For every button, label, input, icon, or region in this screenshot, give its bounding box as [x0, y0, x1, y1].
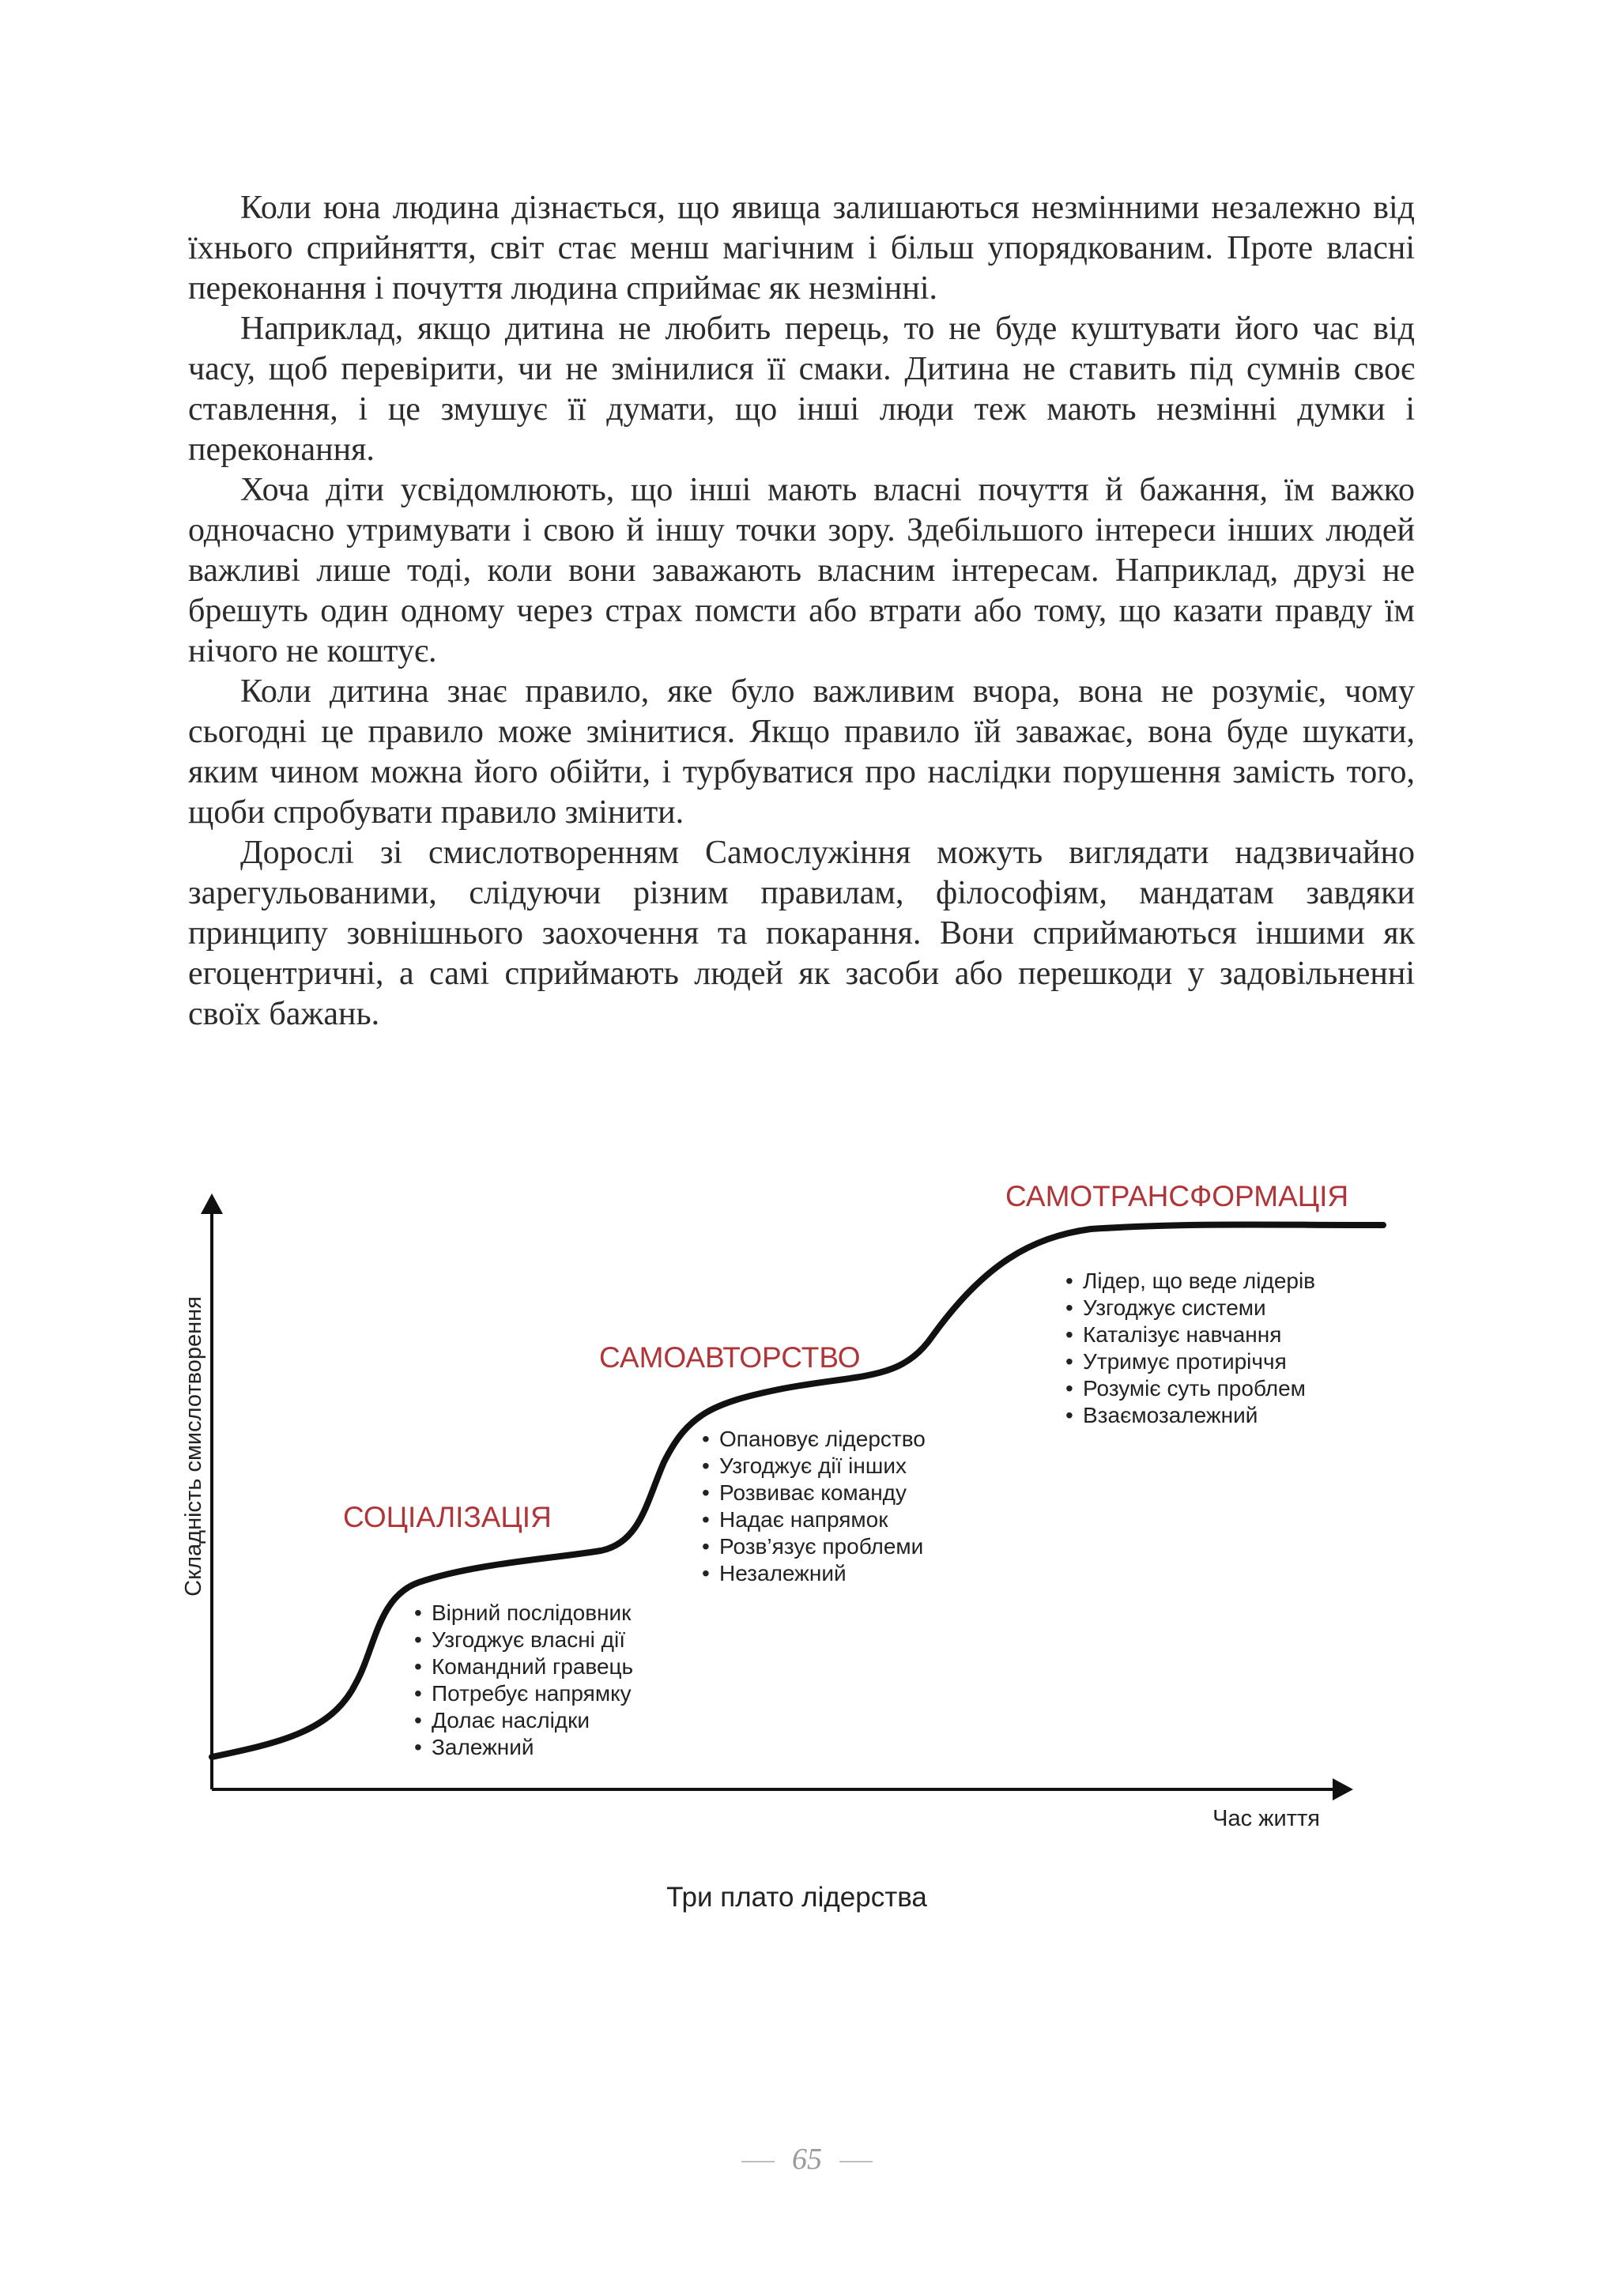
paragraph: Хоча діти усвідомлюють, що інші мають власні почуття й бажання, їм важко одночасно утримувати і свою й іншу точки зору. Здебільшого інтереси інших людей важливі лише тоді, коли вони заважають власним інтересам. Наприклад, друзі не брешуть один одному через страх помсти або втрати або тому, що казати правду їм нічого не коштує.	[188, 472, 1415, 669]
list-bullet: •	[1065, 1349, 1073, 1374]
list-bullet: •	[702, 1453, 710, 1478]
list-bullet: •	[414, 1708, 422, 1732]
list-item: Розуміє суть проблем	[1083, 1376, 1306, 1401]
paragraph: Коли юна людина дізнається, що явища залишаються незмінними незалежно від їхнього сприйняття, світ стає менш магічним і більш упорядкованим. Проте власні переконання і почуття людина сприймає як незмінні.	[188, 190, 1415, 307]
list-bullet: •	[1065, 1269, 1073, 1293]
list-bullet: •	[414, 1627, 422, 1652]
list-bullet: •	[1065, 1376, 1073, 1401]
stage-title-self-authorship: САМОАВТОРСТВО	[599, 1341, 861, 1374]
list-item: Узгоджує дії інших	[719, 1453, 907, 1478]
x-axis-arrow	[1333, 1778, 1353, 1800]
x-axis-label: Час життя	[1212, 1806, 1320, 1831]
page-number: 65	[792, 2143, 822, 2176]
stage-list-self-transformation	[1065, 1269, 1315, 1427]
list-item: Командний гравець	[432, 1654, 634, 1679]
list-item: Долає наслідки	[432, 1708, 590, 1732]
y-axis-arrow	[201, 1193, 223, 1214]
stage-title-socialization: СОЦІАЛІЗАЦІЯ	[343, 1501, 552, 1533]
list-item: Розвиває команду	[719, 1480, 907, 1505]
list-item: Узгоджує власні дії	[432, 1627, 625, 1652]
y-axis-label: Складність смислотворення	[181, 1296, 206, 1597]
list-item: Залежний	[432, 1735, 534, 1759]
list-item: Опановує лідерство	[719, 1427, 926, 1451]
list-bullet: •	[414, 1735, 422, 1759]
paragraph: Коли дитина знає правило, яке було важливим вчора, вона не розуміє, чому сьогодні це правило може змінитися. Якщо правило їй заважає, вона буде шукати, яким чином можна його обійти, і турбуватися про наслідки порушення замість того, щоби спробувати правило змінити.	[188, 673, 1415, 831]
footer-rule-left	[741, 2161, 775, 2162]
list-bullet: •	[702, 1561, 710, 1585]
list-item: Вірний послідовник	[432, 1600, 632, 1625]
list-bullet: •	[702, 1534, 710, 1559]
list-item: Розв’язує проблеми	[719, 1534, 924, 1559]
list-bullet: •	[414, 1654, 422, 1679]
list-bullet: •	[702, 1507, 710, 1532]
paragraph: Наприклад, якщо дитина не любить перець, то не буде куштувати його час від часу, щоб перевірити, чи не змінилися її смаки. Дитина не ставить під сумнів своє ставлення, і це змушує її думати, що інші люди теж мають незмінні думки і переконання.	[188, 311, 1415, 468]
list-item: Узгоджує системи	[1083, 1295, 1266, 1320]
stage-title-self-transformation: САМОТРАНСФОРМАЦІЯ	[1005, 1180, 1349, 1212]
stage-list-self-authorship	[702, 1427, 926, 1585]
list-bullet: •	[1065, 1403, 1073, 1427]
list-bullet: •	[1065, 1322, 1073, 1347]
list-bullet: •	[414, 1600, 422, 1625]
list-item: Незалежний	[719, 1561, 847, 1585]
list-item: Надає напрямок	[719, 1507, 888, 1532]
paragraph: Дорослі зі смислотворенням Самослужіння можуть виглядати надзвичайно зарегульованими, слідуючи різним правилам, філософіям, мандатам завдяки принципу зовнішнього заохочення та покарання. Вони сприймаються іншими як егоцентричні, а самі сприймають людей як засоби або перешкоди у задовільненні своїх бажань.	[188, 835, 1415, 1032]
list-item: Взаємозалежний	[1083, 1403, 1258, 1427]
stage-list-socialization	[414, 1600, 633, 1759]
list-bullet: •	[702, 1427, 710, 1451]
list-item: Утримує протиріччя	[1083, 1349, 1287, 1374]
list-item: Лідер, що веде лідерів	[1083, 1269, 1316, 1293]
figure-caption: Три плато лідерства	[666, 1882, 927, 1913]
footer-rule-right	[839, 2161, 873, 2162]
list-item: Каталізує навчання	[1083, 1322, 1282, 1347]
page-footer	[0, 2142, 1614, 2177]
list-bullet: •	[1065, 1295, 1073, 1320]
list-bullet: •	[414, 1681, 422, 1706]
list-item: Потребує напрямку	[432, 1681, 632, 1706]
list-bullet: •	[702, 1480, 710, 1505]
